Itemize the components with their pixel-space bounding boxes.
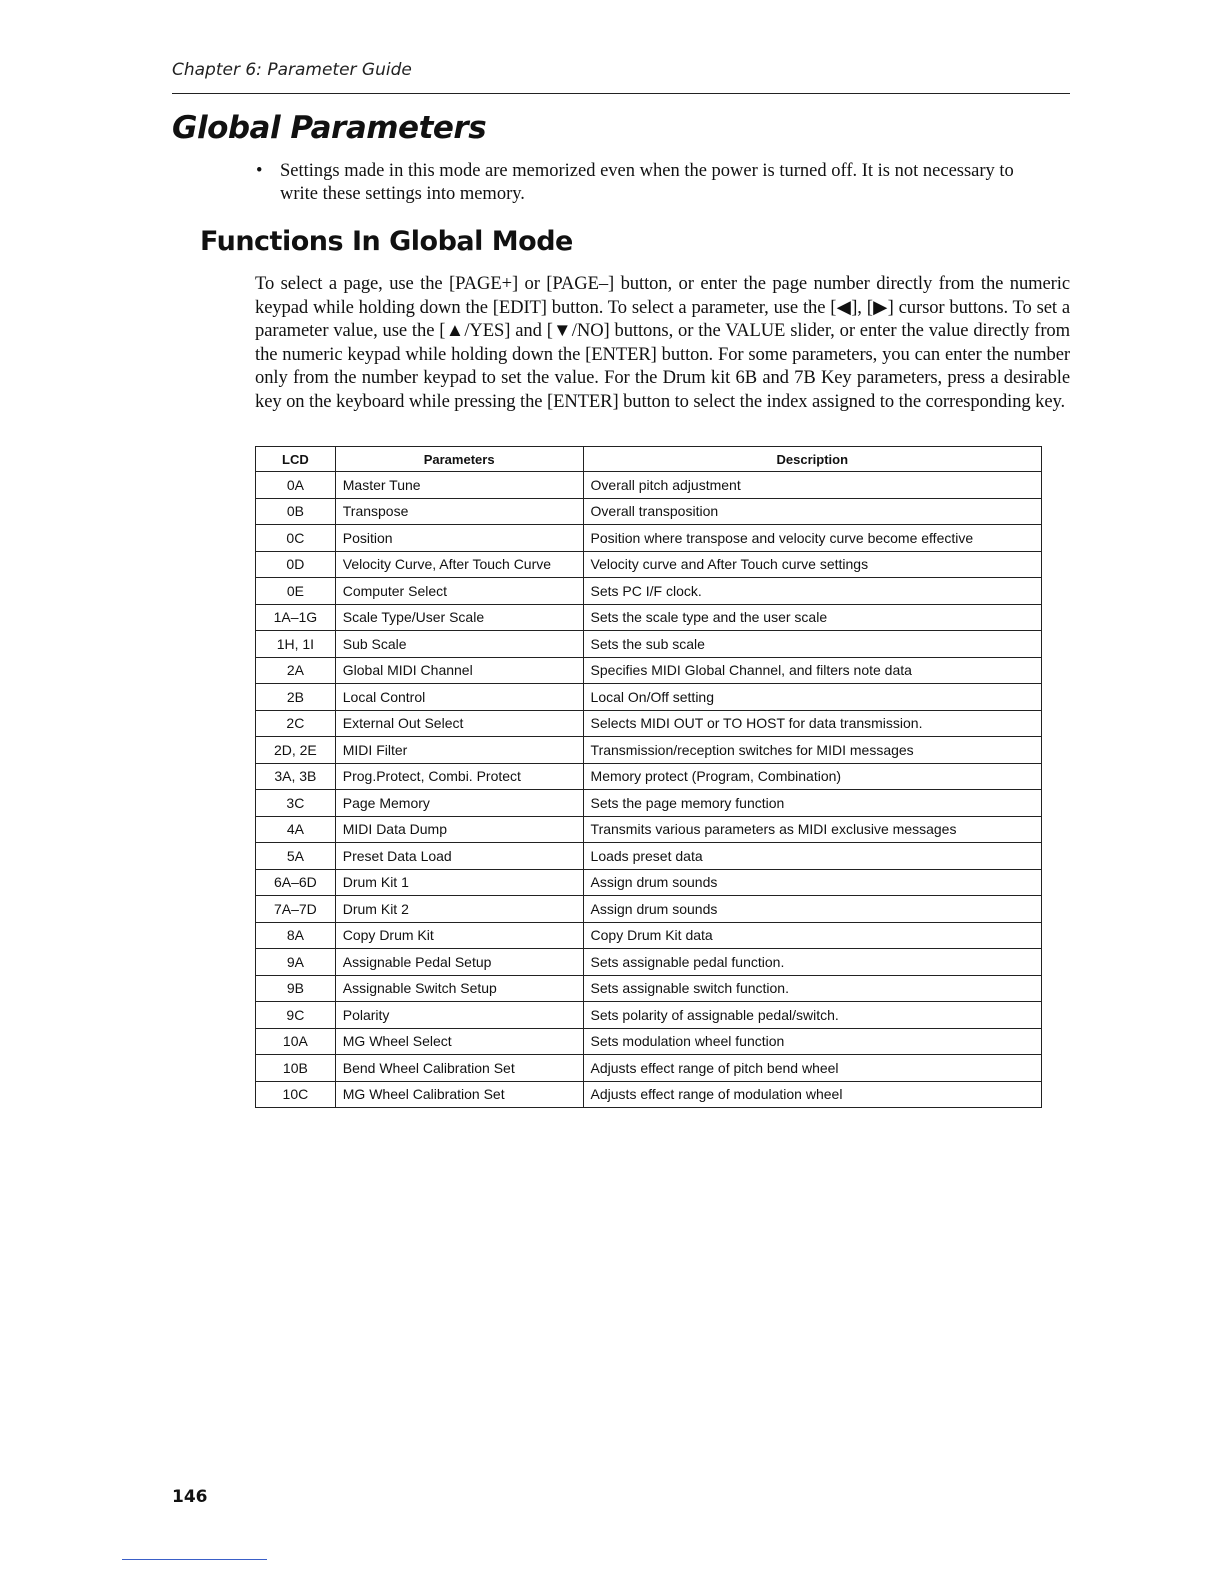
bullet-text: Settings made in this mode are memorized even when the power is turned off. It is not necessary to write these settings into memory. (280, 161, 1014, 204)
lcd-cell: 2C (256, 710, 336, 737)
parameter-cell: Position (335, 525, 583, 552)
table-row (256, 657, 1042, 684)
parameter-cell: Copy Drum Kit (335, 922, 583, 949)
lcd-cell: 9C (256, 1002, 336, 1029)
description-cell: Sets the sub scale (583, 631, 1041, 658)
header-parameters: Parameters (335, 447, 583, 472)
lcd-cell: 2B (256, 684, 336, 711)
lcd-cell: 9B (256, 975, 336, 1002)
table-row (256, 763, 1042, 790)
lcd-cell: 7A–7D (256, 896, 336, 923)
lcd-cell: 10C (256, 1081, 336, 1108)
table-row (256, 710, 1042, 737)
table-row (256, 843, 1042, 870)
table-row (256, 1028, 1042, 1055)
description-cell: Sets polarity of assignable pedal/switch. (583, 1002, 1041, 1029)
header-rule (172, 93, 1070, 94)
description-cell: Overall transposition (583, 498, 1041, 525)
parameter-cell: MG Wheel Select (335, 1028, 583, 1055)
parameter-cell: Drum Kit 2 (335, 896, 583, 923)
bullet-dot: • (256, 161, 263, 181)
table-row (256, 498, 1042, 525)
table-row (256, 1002, 1042, 1029)
table-row (256, 737, 1042, 764)
lcd-cell: 5A (256, 843, 336, 870)
parameter-cell: Assignable Switch Setup (335, 975, 583, 1002)
description-cell: Sets PC I/F clock. (583, 578, 1041, 605)
table-header-row (256, 447, 1042, 472)
parameter-cell: Preset Data Load (335, 843, 583, 870)
description-cell: Sets the scale type and the user scale (583, 604, 1041, 631)
parameter-cell: Local Control (335, 684, 583, 711)
table-row (256, 551, 1042, 578)
table-row (256, 922, 1042, 949)
header-description: Description (583, 447, 1041, 472)
parameter-cell: Transpose (335, 498, 583, 525)
table-row (256, 472, 1042, 499)
global-parameters-table (255, 446, 1042, 1108)
lcd-cell: 2D, 2E (256, 737, 336, 764)
lcd-cell: 4A (256, 816, 336, 843)
lcd-cell: 3C (256, 790, 336, 817)
table-row (256, 1055, 1042, 1082)
parameter-cell: Global MIDI Channel (335, 657, 583, 684)
table-row (256, 1081, 1042, 1108)
lcd-cell: 3A, 3B (256, 763, 336, 790)
table-row (256, 896, 1042, 923)
table-row (256, 525, 1042, 552)
lcd-cell: 0B (256, 498, 336, 525)
table-row (256, 631, 1042, 658)
table-row (256, 975, 1042, 1002)
parameter-cell: Scale Type/User Scale (335, 604, 583, 631)
table-row (256, 949, 1042, 976)
description-cell: Loads preset data (583, 843, 1041, 870)
subsection-title: Functions In Global Mode (200, 226, 573, 257)
lcd-cell: 2A (256, 657, 336, 684)
description-cell: Sets the page memory function (583, 790, 1041, 817)
parameter-cell: Velocity Curve, After Touch Curve (335, 551, 583, 578)
description-cell: Sets modulation wheel function (583, 1028, 1041, 1055)
description-cell: Sets assignable pedal function. (583, 949, 1041, 976)
description-cell: Copy Drum Kit data (583, 922, 1041, 949)
parameter-cell: Assignable Pedal Setup (335, 949, 583, 976)
lcd-cell: 0E (256, 578, 336, 605)
parameter-cell: External Out Select (335, 710, 583, 737)
table-row (256, 869, 1042, 896)
lcd-cell: 0A (256, 472, 336, 499)
parameter-cell: Computer Select (335, 578, 583, 605)
parameter-cell: Bend Wheel Calibration Set (335, 1055, 583, 1082)
lcd-cell: 1A–1G (256, 604, 336, 631)
parameter-cell: MIDI Data Dump (335, 816, 583, 843)
description-cell: Memory protect (Program, Combination) (583, 763, 1041, 790)
table-row (256, 790, 1042, 817)
table-row (256, 604, 1042, 631)
description-cell: Overall pitch adjustment (583, 472, 1041, 499)
description-cell: Velocity curve and After Touch curve settings (583, 551, 1041, 578)
parameter-cell: Polarity (335, 1002, 583, 1029)
section-title: Global Parameters (172, 110, 487, 146)
intro-paragraph: To select a page, use the [PAGE+] or [PAGE–] button, or enter the page number directly from the numeric keypad while holding down the [EDIT] button. To select a parameter, use the [◀], [▶] cursor buttons. To set a parameter value, use the [▲/YES] and [▼/NO] buttons, or the VALUE slider, or enter the value directly from the numeric keypad while holding down the [ENTER] button. For some parameters, you can enter the number only from the number keypad to set the value. For the Drum kit 6B and 7B Key parameters, press a desirable key on the keyboard while pressing the [ENTER] button to select the index assigned to the corresponding key. (255, 273, 1070, 412)
description-cell: Adjusts effect range of modulation wheel (583, 1081, 1041, 1108)
description-cell: Assign drum sounds (583, 869, 1041, 896)
table-row (256, 578, 1042, 605)
page-number: 146 (172, 1487, 208, 1507)
footer-rule (122, 1559, 267, 1560)
lcd-cell: 8A (256, 922, 336, 949)
lcd-cell: 10B (256, 1055, 336, 1082)
description-cell: Transmission/reception switches for MIDI messages (583, 737, 1041, 764)
description-cell: Adjusts effect range of pitch bend wheel (583, 1055, 1041, 1082)
description-cell: Specifies MIDI Global Channel, and filters note data (583, 657, 1041, 684)
lcd-cell: 9A (256, 949, 336, 976)
lcd-cell: 1H, 1I (256, 631, 336, 658)
lcd-cell: 6A–6D (256, 869, 336, 896)
bullet-note (256, 160, 1036, 206)
description-cell: Selects MIDI OUT or TO HOST for data transmission. (583, 710, 1041, 737)
running-head: Chapter 6: Parameter Guide (172, 60, 412, 80)
description-cell: Position where transpose and velocity curve become effective (583, 525, 1041, 552)
lcd-cell: 10A (256, 1028, 336, 1055)
parameter-cell: Master Tune (335, 472, 583, 499)
parameter-cell: MIDI Filter (335, 737, 583, 764)
header-lcd: LCD (256, 447, 336, 472)
parameter-cell: Drum Kit 1 (335, 869, 583, 896)
description-cell: Sets assignable switch function. (583, 975, 1041, 1002)
parameter-cell: Prog.Protect, Combi. Protect (335, 763, 583, 790)
lcd-cell: 0C (256, 525, 336, 552)
parameter-cell: Sub Scale (335, 631, 583, 658)
parameter-cell: Page Memory (335, 790, 583, 817)
table-row (256, 684, 1042, 711)
table-row (256, 816, 1042, 843)
table-body (256, 472, 1042, 1108)
description-cell: Transmits various parameters as MIDI exclusive messages (583, 816, 1041, 843)
lcd-cell: 0D (256, 551, 336, 578)
parameter-cell: MG Wheel Calibration Set (335, 1081, 583, 1108)
description-cell: Local On/Off setting (583, 684, 1041, 711)
description-cell: Assign drum sounds (583, 896, 1041, 923)
